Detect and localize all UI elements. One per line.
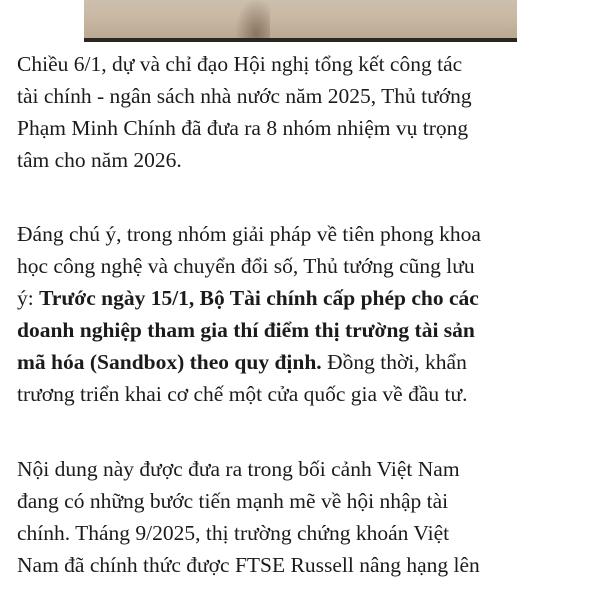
- paragraph-2-line: [17, 282, 587, 314]
- paragraph-2-line: học công nghệ và chuyển đổi số, Thủ tướng cũng lưu: [17, 254, 475, 278]
- paragraph-2-normal-text: Đồng thời, khẩn: [321, 350, 467, 374]
- highlighted-text: Trước ngày 15/1, Bộ Tài chính cấp phép cho các: [39, 286, 479, 310]
- paragraph-3-line: Nội dung này được đưa ra trong bối cảnh Việt Nam: [17, 457, 460, 481]
- photo-shadow-detail: [236, 0, 270, 42]
- paragraph-2-normal-text: ý:: [17, 286, 40, 310]
- paragraph-1: [17, 48, 587, 176]
- paragraph-3: [17, 453, 587, 581]
- highlighted-text: doanh nghiệp tham gia thí điểm thị trường tài sản: [17, 318, 475, 342]
- paragraph-2-line: [17, 346, 587, 378]
- paragraph-2-line: Đáng chú ý, trong nhóm giải pháp về tiên phong khoa: [17, 222, 481, 246]
- article-photo: [84, 0, 517, 42]
- paragraph-1-line: tâm cho năm 2026.: [17, 148, 182, 172]
- paragraph-2: [17, 218, 587, 410]
- photo-bottom-edge: [84, 38, 517, 42]
- paragraph-3-line: Nam đã chính thức được FTSE Russell nâng hạng lên: [17, 553, 480, 577]
- paragraph-3-line: chính. Tháng 9/2025, thị trường chứng khoán Việt: [17, 521, 450, 545]
- paragraph-1-line: Phạm Minh Chính đã đưa ra 8 nhóm nhiệm vụ trọng: [17, 116, 469, 140]
- paragraph-1-line: tài chính - ngân sách nhà nước năm 2025, Thủ tướng: [17, 84, 472, 108]
- highlighted-text: mã hóa (Sandbox) theo quy định.: [17, 350, 322, 374]
- paragraph-1-line: Chiều 6/1, dự và chỉ đạo Hội nghị tổng kết công tác: [17, 52, 463, 76]
- paragraph-3-line: đang có những bước tiến mạnh mẽ về hội nhập tài: [17, 489, 449, 513]
- paragraph-2-line: trương triển khai cơ chế một cửa quốc gia về đầu tư.: [17, 382, 468, 406]
